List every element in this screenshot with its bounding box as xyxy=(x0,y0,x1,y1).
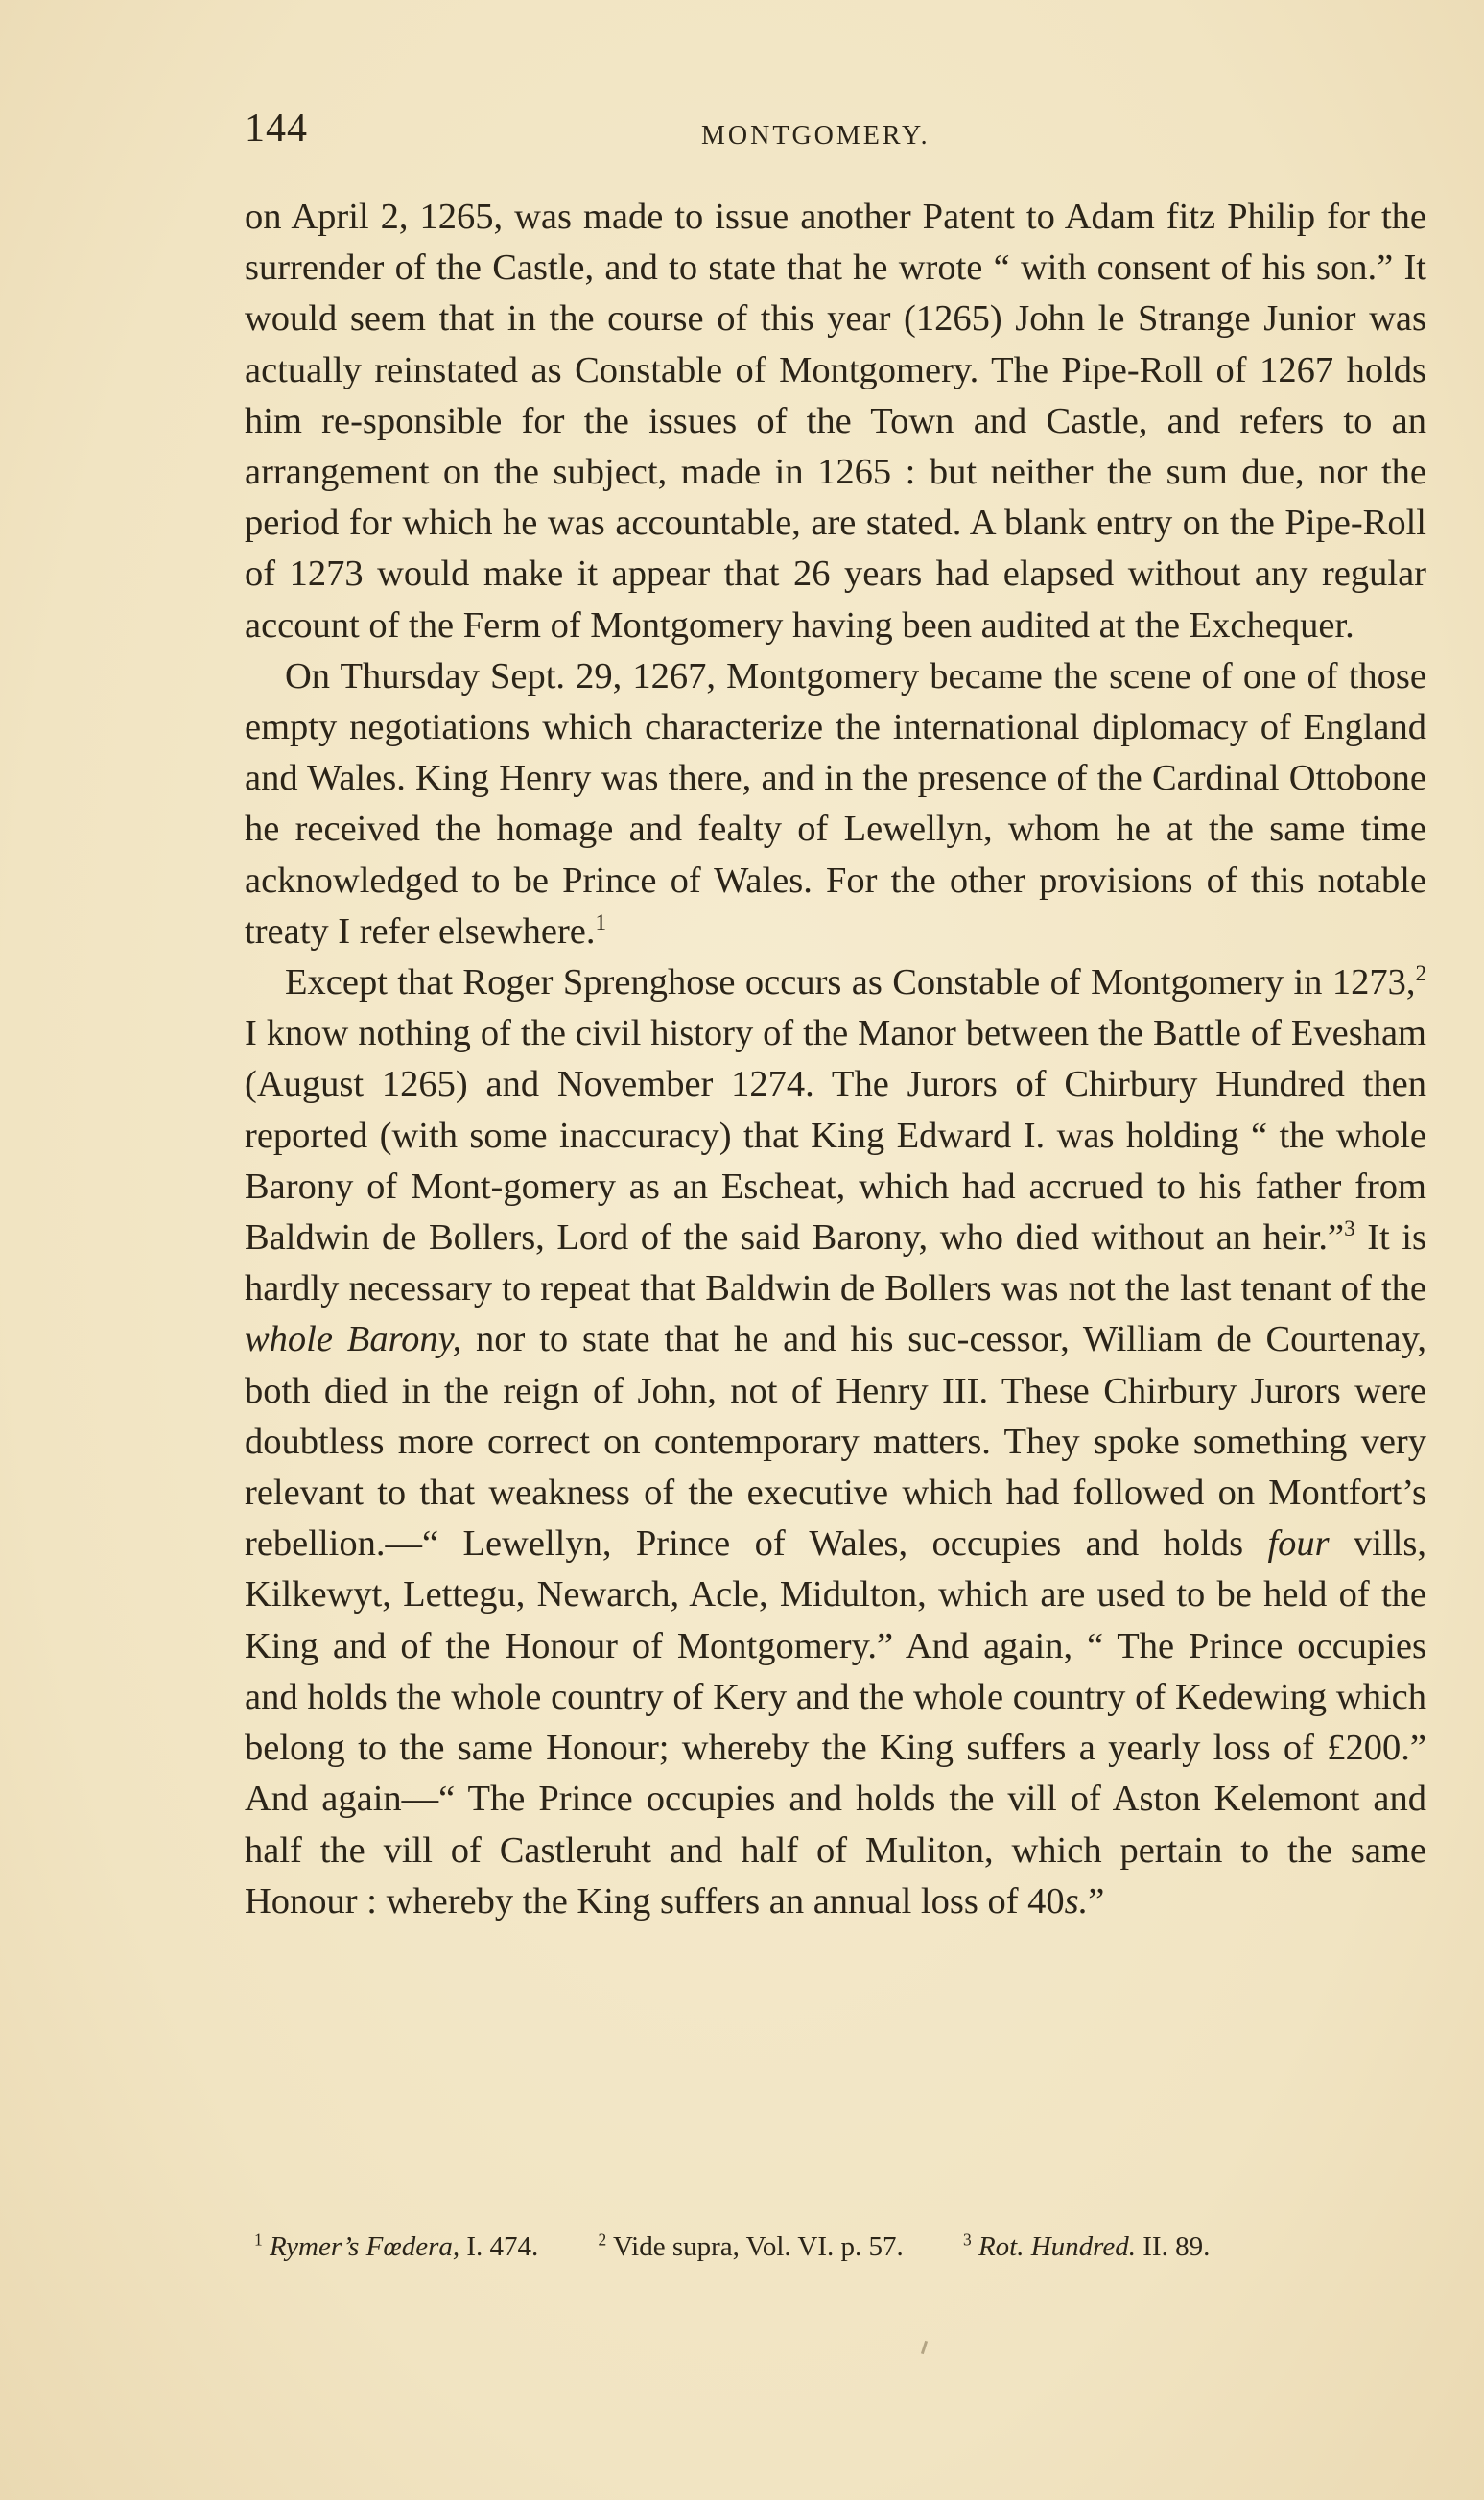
paragraph-3-part-1: Except that Roger Sprenghose occurs as Constable of Montgomery in 1273, xyxy=(285,962,1416,1003)
footnote-1 xyxy=(254,2228,538,2266)
footnotes xyxy=(254,2228,1425,2266)
paragraph-3-part-4: nor to state that he and his suc-cessor, William de Courtenay, both died in the reign of John, not of Henry III. These Chirbury Jurors were doubtless more correct on contemporary matters. They spoke something very relevant to that weakness of the executive which had followed on Montfort’s rebellion.—“ Lewellyn, Prince of Wales, occupies and holds xyxy=(245,1319,1427,1565)
footnote-1-text: I. 474. xyxy=(459,2231,539,2262)
page-header xyxy=(245,106,1425,163)
paragraph-3-part-2: I know nothing of the civil history of the Manor between the Battle of Evesham (August 1265) and November 1274. The Jurors of Chirbury Hundred then reported (with some inaccuracy) that King Edward I. was holding “ the whole Barony of Mont-gomery as an Escheat, which had accrued to his father from Baldwin de Bollers, Lord of the said Barony, who died without an heir.” xyxy=(245,1013,1426,1259)
italic-shillings: s. xyxy=(1064,1880,1089,1922)
italic-whole-barony: whole Barony, xyxy=(245,1319,462,1360)
footnote-3 xyxy=(963,2228,1210,2266)
paragraph-2 xyxy=(245,651,1426,957)
footnote-ref-1: 1 xyxy=(595,909,607,935)
footnote-3-number: 3 xyxy=(963,2229,972,2250)
footnote-3-text: II. 89. xyxy=(1136,2231,1211,2262)
paragraph-1: on April 2, 1265, was made to issue another Patent to Adam fitz Philip for the surrender of the Castle, and to state that he wrote “ with consent of his son.” It would seem that in the course of this year (1265) John le Strange Junior was actually reinstated as Constable of Montgomery. The Pipe-Roll of 1267 holds him re-sponsible for the issues of the Town and Castle, and refers to an arrangement on the subject, made in 1265 : but neither the sum due, nor the period for which he was accountable, are stated. A blank entry on the Pipe-Roll of 1273 would make it appear that 26 years had elapsed without any regular account of the Ferm of Montgomery having been audited at the Exchequer. xyxy=(245,197,1426,646)
footnote-2 xyxy=(599,2228,904,2266)
italic-four: four xyxy=(1267,1523,1330,1565)
paragraph-3 xyxy=(245,957,1426,1927)
running-head: MONTGOMERY. xyxy=(701,121,930,151)
footnote-1-number: 1 xyxy=(254,2229,263,2250)
paragraph-3-part-6: ” xyxy=(1088,1880,1105,1922)
stray-ink-mark xyxy=(921,2341,928,2354)
body-text xyxy=(245,192,1426,1927)
paragraph-2-text: On Thursday Sept. 29, 1267, Montgomery became the scene of one of those empty negotiations which characterize the international diplomacy of England and Wales. King Henry was there, and in the presence of the Cardinal Ottobone he received the homage and fealty of Lewellyn, whom he at the same time acknowledged to be Prince of Wales. For the other provisions of this notable treaty I refer elsewhere. xyxy=(245,655,1426,952)
page-number: 144 xyxy=(245,106,308,151)
footnote-2-number: 2 xyxy=(598,2229,607,2250)
paragraph-3-part-3: It is hardly necessary to repeat that Baldwin de Bollers was not the last tenant of the xyxy=(245,1217,1426,1309)
paragraph-3-part-5: vills, Kilkewyt, Lettegu, Newarch, Acle, Midulton, which are used to be held of the King and of the Honour of Montgomery.” And again, “ The Prince occupies and holds the whole country of Kery and the whole country of Kedewing which belong to the same Honour; whereby the King suffers a yearly loss of £200.” And again—“ The Prince occupies and holds the vill of Aston Kelemont and half the vill of Castleruht and half of Muliton, which pertain to the same Honour : whereby the King suffers an annual loss of 40 xyxy=(245,1523,1426,1922)
footnote-2-text: Vide supra, Vol. VI. p. 57. xyxy=(612,2231,904,2262)
footnote-ref-2: 2 xyxy=(1415,960,1426,986)
footnote-1-title: Rymer’s Fœdera, xyxy=(269,2231,460,2262)
footnote-3-title: Rot. Hundred. xyxy=(978,2231,1136,2262)
footnote-ref-3: 3 xyxy=(1344,1215,1355,1241)
